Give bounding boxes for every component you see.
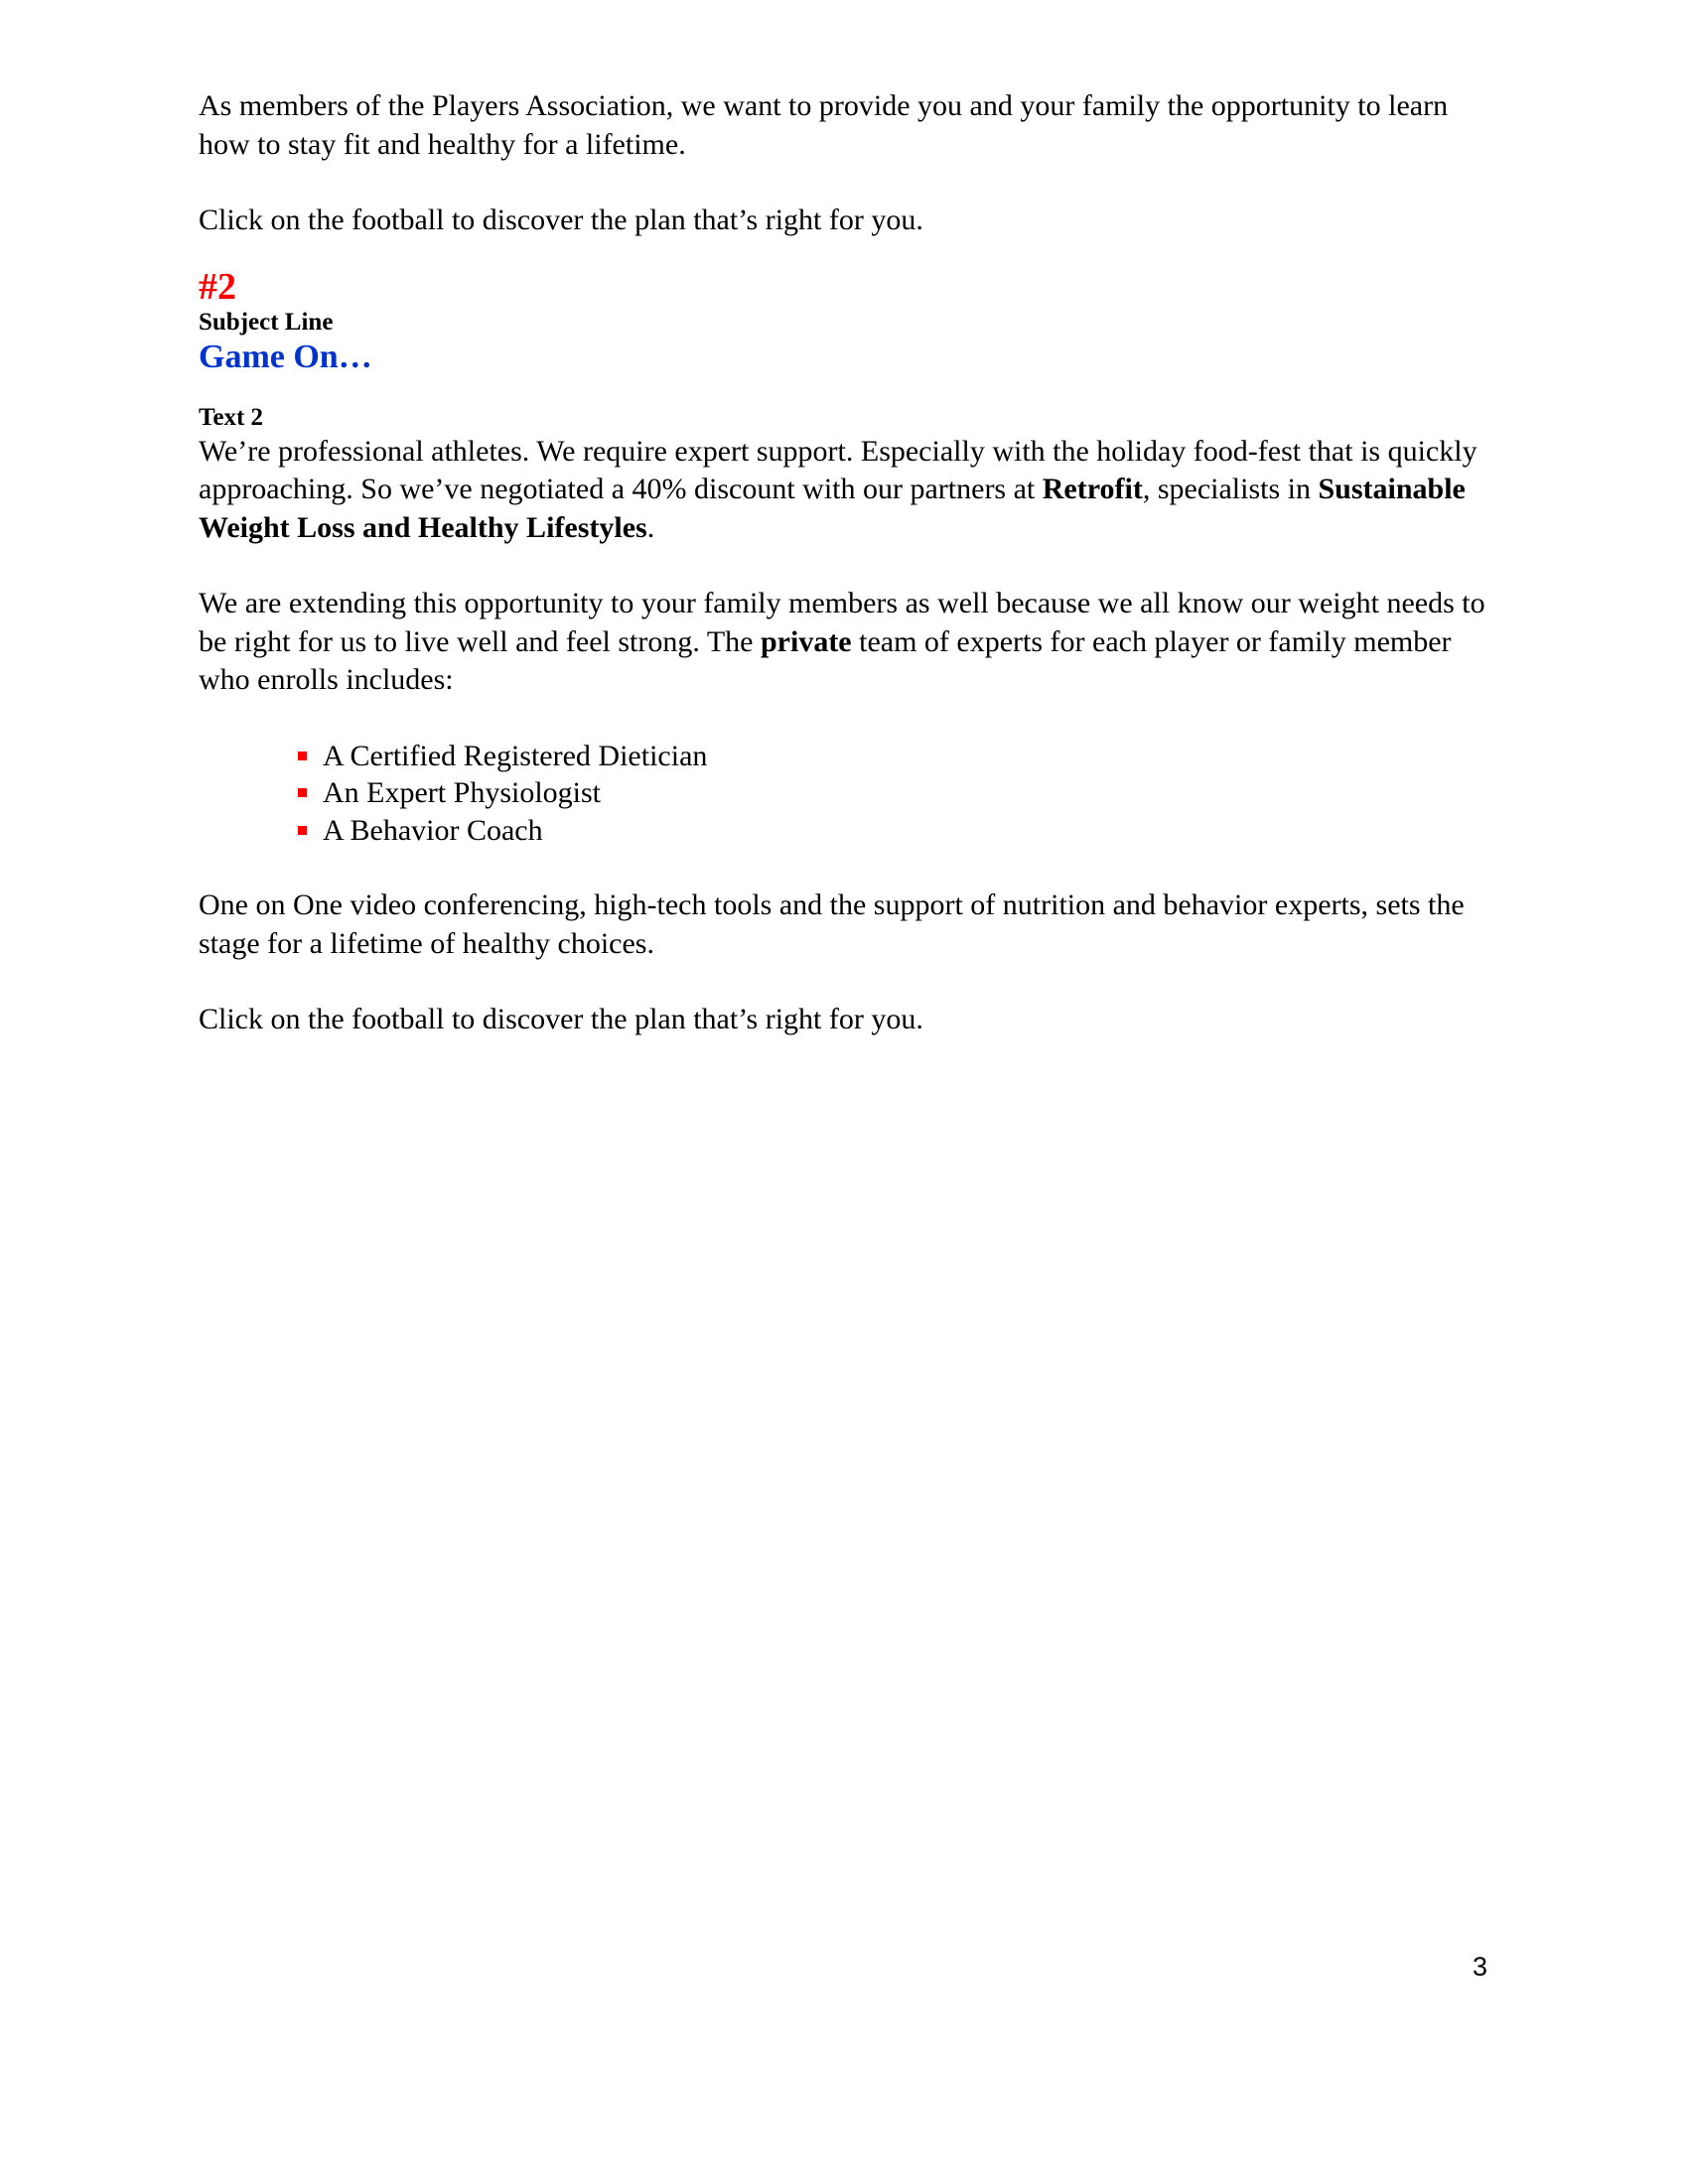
intro-paragraph: As members of the Players Association, we want to provide you and your family the opportunity to learn how to stay fit and healthy for a lifetime. [199,89,1449,161]
intro-cta: Click on the football to discover the plan that’s right for you. [199,204,923,236]
square-bullet-icon [298,788,307,797]
section-cta: Click on the football to discover the plan that’s right for you. [199,1003,923,1035]
p1-text-e: . [646,510,655,544]
p2-text-c: team of experts for each player or family member who enrolls includes: [199,624,1452,696]
document-page [199,87,1499,1039]
list-item: An Expert Physiologist [298,774,1499,812]
body-paragraph-1 [199,433,1499,548]
section-number: #2 [199,265,236,308]
private-bold: private [760,624,852,658]
p2-text-a: We are extending this opportunity to your family members as well because we all know our weight needs to be right for us to live well and feel strong. The [199,587,1485,658]
body-paragraph-3: One on One video conferencing, high-tech tools and the support of nutrition and behavior experts, sets the stage for a lifetime of healthy choices. [199,888,1465,960]
list-item: A Behavior Coach [298,812,1499,850]
square-bullet-icon [298,826,307,835]
sustainable-bold: Sustainable Weight Loss and Healthy Lifestyles [199,473,1466,544]
subject-title: Game On… [199,338,372,375]
body-paragraph-2 [199,585,1499,700]
subject-line-label: Subject Line [199,308,334,336]
square-bullet-icon [298,751,307,760]
p1-text-c: , specialists in [1142,473,1319,505]
list-item: A Certified Registered Dietician [298,738,1499,775]
page-number: 3 [1472,1952,1487,1981]
p1-text-a: We’re professional athletes. We require expert support. Especially with the holiday food-fest that is quickly approaching. So we’ve negotiated a 40% discount with our partners at [199,434,1477,505]
retrofit-bold: Retrofit [1042,473,1143,505]
text-label: Text 2 [199,403,264,431]
experts-list [199,738,1499,850]
